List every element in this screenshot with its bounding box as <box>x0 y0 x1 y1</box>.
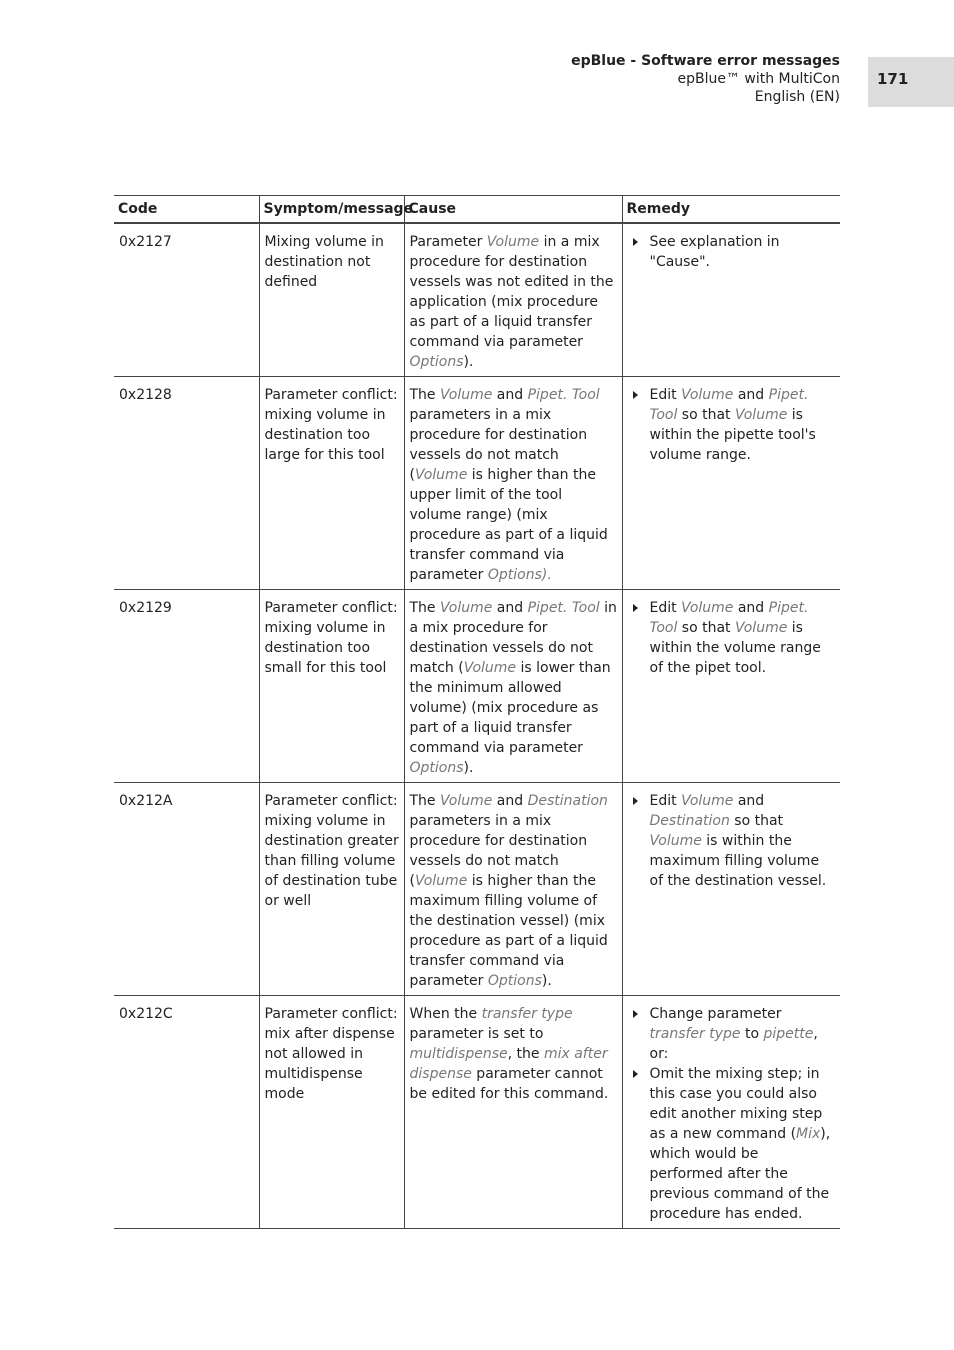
remedy-cell <box>622 996 840 1229</box>
table-header-row <box>114 196 840 224</box>
text-run: See explanation in "Cause". <box>649 234 780 270</box>
text-run: is within the pipette tool's volume range. <box>649 407 816 463</box>
remedy-cell <box>622 590 840 783</box>
page-number: 171 <box>868 57 954 107</box>
column-header-cause: Cause <box>404 196 622 224</box>
parameter-name: Pipet. Tool <box>527 387 600 403</box>
column-header-symptom: Symptom/message <box>259 196 404 224</box>
parameter-name: Pipet. Tool <box>527 600 600 616</box>
triangle-right-icon <box>633 238 638 246</box>
triangle-right-icon <box>633 797 638 805</box>
parameter-name: Volume <box>486 234 540 250</box>
remedy-cell <box>622 377 840 590</box>
remedy-cell <box>622 783 840 996</box>
text-run: in a mix procedure for destination vessels was not edited in the application (mix procedure as part of a liquid transfer command via parameter <box>409 234 614 350</box>
remedy-item <box>628 1004 837 1064</box>
text-run: in a mix procedure for destination vessels do not match ( <box>409 600 617 676</box>
text-run: parameter is set to <box>409 1026 544 1042</box>
table-row <box>114 377 840 590</box>
text-run: ). <box>463 760 474 776</box>
text-run: , the <box>507 1046 544 1062</box>
parameter-name: Destination <box>527 793 608 809</box>
parameter-name: Options <box>409 760 464 776</box>
running-header <box>571 52 840 106</box>
text-run: When the <box>409 1006 482 1022</box>
section-title: epBlue - Software error messages <box>571 53 840 69</box>
text-run: , or: <box>649 1026 818 1062</box>
parameter-name: Volume <box>440 387 493 403</box>
text-run: Omit the mixing step; in this case you could also edit another mixing step as a new command ( <box>649 1066 823 1142</box>
text-run: parameters in a mix procedure for destination vessels do not match ( <box>409 407 588 483</box>
column-header-remedy: Remedy <box>622 196 840 224</box>
parameter-name: Destination <box>649 813 730 829</box>
parameter-name: mix after dispense <box>409 1046 608 1082</box>
parameter-name: Volume <box>414 467 468 483</box>
parameter-name: Pipet. Tool <box>649 600 809 636</box>
table-row <box>114 223 840 377</box>
text-run: is lower than the minimum allowed volume) (mix procedure as part of a liquid transfer command via parameter <box>409 660 611 756</box>
table-row <box>114 996 840 1229</box>
cause-text <box>404 377 622 590</box>
language-label: English (EN) <box>754 89 840 105</box>
text-run: so that <box>677 620 735 636</box>
text-run: ), which would be performed after the previous command of the procedure has ended. <box>649 1126 831 1222</box>
text-run: Edit <box>649 793 682 809</box>
text-run: ). <box>463 354 474 370</box>
remedy-list <box>628 385 837 465</box>
error-messages-table <box>114 195 840 1229</box>
cause-text <box>404 223 622 377</box>
symptom-message: Parameter conflict: mixing volume in destination too large for this tool <box>259 377 404 590</box>
remedy-item <box>628 598 837 678</box>
parameter-name: Volume <box>440 793 493 809</box>
parameter-name: Volume <box>649 833 702 849</box>
parameter-name: Volume <box>440 600 493 616</box>
remedy-item <box>628 385 837 465</box>
symptom-message: Parameter conflict: mixing volume in destination greater than filling volume of destination tube or well <box>259 783 404 996</box>
parameter-name: transfer type <box>481 1006 573 1022</box>
triangle-right-icon <box>633 604 638 612</box>
parameter-name: Volume <box>681 600 734 616</box>
text-run: and <box>492 387 528 403</box>
text-run: is within the maximum filling volume of the destination vessel. <box>649 833 827 889</box>
error-code: 0x2128 <box>114 377 259 590</box>
parameter-name: Volume <box>734 620 788 636</box>
symptom-message: Parameter conflict: mix after dispense not allowed in multidispense mode <box>259 996 404 1229</box>
table-row <box>114 590 840 783</box>
remedy-item <box>628 1064 837 1224</box>
parameter-name: transfer type <box>649 1026 741 1042</box>
error-code: 0x212A <box>114 783 259 996</box>
text-run: parameter cannot be edited for this command. <box>409 1066 609 1102</box>
remedy-list <box>628 791 837 891</box>
cause-text <box>404 783 622 996</box>
parameter-name: Volume <box>681 387 734 403</box>
text-run: Change parameter <box>649 1006 782 1022</box>
triangle-right-icon <box>633 391 638 399</box>
remedy-list <box>628 232 837 272</box>
cause-text <box>404 996 622 1229</box>
parameter-name: Pipet. Tool <box>649 387 809 423</box>
triangle-right-icon <box>633 1010 638 1018</box>
text-run: Parameter <box>409 234 487 250</box>
parameter-name: Options <box>409 354 464 370</box>
remedy-list <box>628 1004 837 1224</box>
parameter-name: Volume <box>734 407 788 423</box>
column-header-code: Code <box>114 196 259 224</box>
parameter-name: pipette <box>763 1026 814 1042</box>
symptom-message: Parameter conflict: mixing volume in destination too small for this tool <box>259 590 404 783</box>
triangle-right-icon <box>633 1070 638 1078</box>
text-run: and <box>733 387 769 403</box>
table-row <box>114 783 840 996</box>
error-code: 0x2127 <box>114 223 259 377</box>
error-code: 0x212C <box>114 996 259 1229</box>
parameter-name: Options <box>487 973 542 989</box>
remedy-item <box>628 791 837 891</box>
parameter-name: multidispense <box>409 1046 508 1062</box>
text-run: so that <box>677 407 735 423</box>
table-body <box>114 223 840 1229</box>
parameter-name: Volume <box>681 793 734 809</box>
text-run: ). <box>541 973 552 989</box>
error-code: 0x2129 <box>114 590 259 783</box>
product-name: epBlue™ with MultiCon <box>677 71 840 87</box>
text-run: The <box>409 387 440 403</box>
text-run: so that <box>729 813 784 829</box>
text-run: and <box>492 793 528 809</box>
text-run: is within the volume range of the pipet tool. <box>649 620 821 676</box>
text-run: The <box>409 600 440 616</box>
text-run: The <box>409 793 440 809</box>
parameter-name: Volume <box>414 873 468 889</box>
text-run: and <box>733 600 769 616</box>
parameter-name: Mix <box>796 1126 821 1142</box>
text-run: and <box>492 600 528 616</box>
cause-text <box>404 590 622 783</box>
text-run: to <box>740 1026 764 1042</box>
parameter-name: Volume <box>463 660 517 676</box>
text-run: Edit <box>649 387 682 403</box>
remedy-list <box>628 598 837 678</box>
remedy-cell <box>622 223 840 377</box>
parameter-name: Options). <box>487 567 552 583</box>
text-run: Edit <box>649 600 682 616</box>
text-run: and <box>733 793 765 809</box>
remedy-item <box>628 232 837 272</box>
text-run: parameters in a mix procedure for destination vessels do not match ( <box>409 813 588 889</box>
text-run: is higher than the maximum filling volume of the destination vessel) (mix procedure as part of a liquid transfer command via parameter <box>409 873 608 989</box>
symptom-message: Mixing volume in destination not defined <box>259 223 404 377</box>
text-run: is higher than the upper limit of the tool volume range) (mix procedure as part of a liquid transfer command via parameter <box>409 467 608 583</box>
